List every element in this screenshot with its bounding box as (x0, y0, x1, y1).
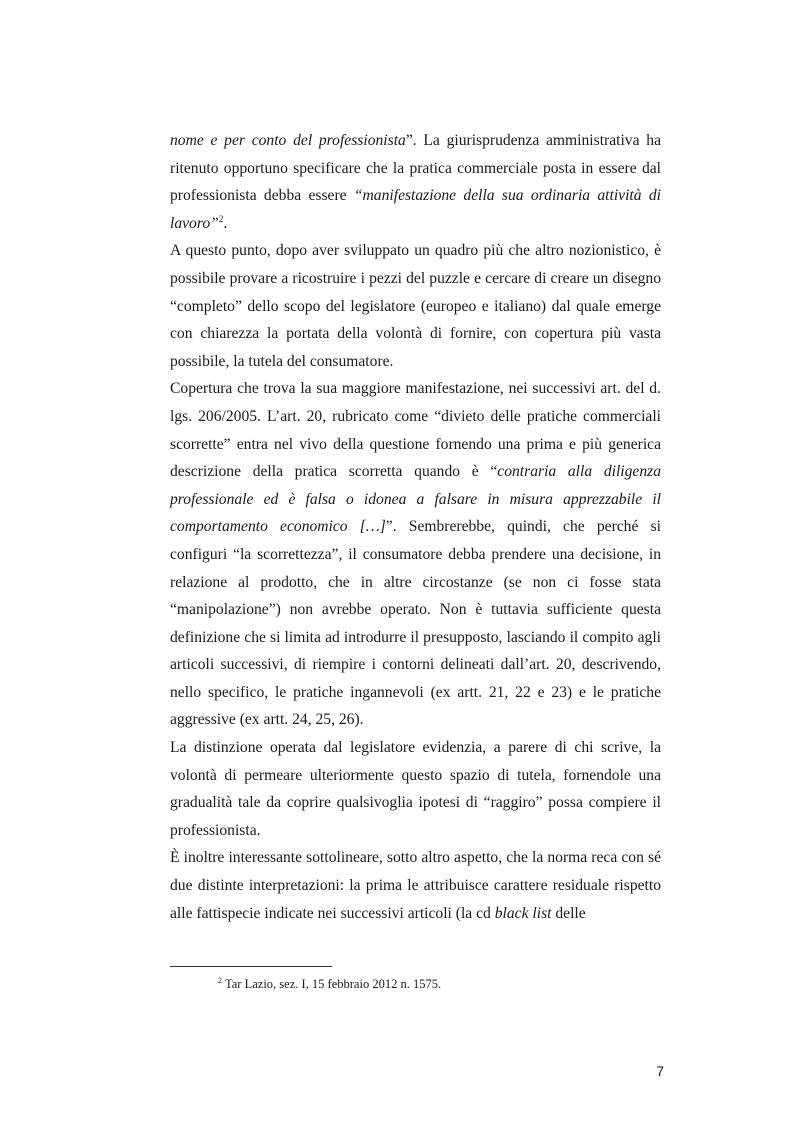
footnote-separator (170, 966, 332, 967)
text-run: A questo punto, dopo aver sviluppato un quadro più che altro nozionistico, è possibile provare a ricostruire i pezzi del puzzle e cercare di creare un disegno “completo” dello scopo del legislatore (europeo e italiano) dal quale emerge con chiarezza la portata della volontà di fornire, con copertura più vasta possibile, la tutela del consumatore. (170, 242, 661, 370)
text-run: delle (551, 904, 586, 922)
page-number: 7 (656, 1063, 664, 1079)
footnote-marker: 2 (218, 975, 222, 985)
body-text (170, 127, 661, 927)
paragraph (170, 375, 661, 734)
text-run: ”. Sembrerebbe, quindi, che perché si configuri “la scorrettezza”, il consumatore debba prendere una decisione, in relazione al prodotto, che in altre circostanze (se non ci fosse stata “manipolazione”) non avrebbe operato. Non è tuttavia sufficiente questa definizione che si limita ad introdurre il presupposto, lasciando il compito agli articoli successivi, di riempire i contorni delineati dall’art. 20, descrivendo, nello specifico, le pratiche ingannevoli (ex artt. 21, 22 e 23) e le pratiche aggressive (ex artt. 24, 25, 26). (170, 518, 661, 729)
italic-run: “manifestazione della sua ordinaria attività di lavoro” (170, 187, 662, 232)
text-run: La distinzione operata dal legislatore evidenzia, a parere di chi scrive, la volontà di permeare ulteriormente questo spazio di tutela, fornendole una gradualità tale da coprire qualsivoglia ipotesi di “raggiro” possa compiere il professionista. (170, 739, 661, 839)
paragraph (170, 734, 661, 844)
text-run: . (223, 214, 228, 232)
italic-run: contraria alla diligenza professionale ed è falsa o idonea a falsare in misura apprezzabile il comportamento economico […] (170, 463, 661, 536)
paragraph (170, 237, 661, 375)
paragraph (170, 127, 661, 237)
paragraph (170, 844, 661, 927)
italic-run: black list (494, 904, 552, 922)
text-run: ”. La giurisprudenza amministrativa ha ritenuto opportuno specificare che la pratica commerciale posta in essere dal professionista debba essere (170, 132, 661, 205)
text-run: È inoltre interessante sottolineare, sotto altro aspetto, che la norma reca con sé due distinte interpretazioni: la prima le attribuisce carattere residuale rispetto alle fattispecie indicate nei successivi articoli (la cd (170, 849, 661, 922)
footnote-text: Tar Lazio, sez. I, 15 febbraio 2012 n. 1575. (225, 977, 442, 991)
text-run: Copertura che trova la sua maggiore manifestazione, nei successivi art. del d. lgs. 206/2005. L’art. 20, rubricato come “divieto delle pratiche commerciali scorrette” entra nel vivo della questione fornendo una prima e più generica descrizione della pratica scorretta quando è “ (170, 380, 661, 481)
italic-run: nome e per conto del professionista (170, 132, 406, 149)
footnote-ref: 2 (218, 213, 224, 224)
footnote (218, 976, 441, 992)
